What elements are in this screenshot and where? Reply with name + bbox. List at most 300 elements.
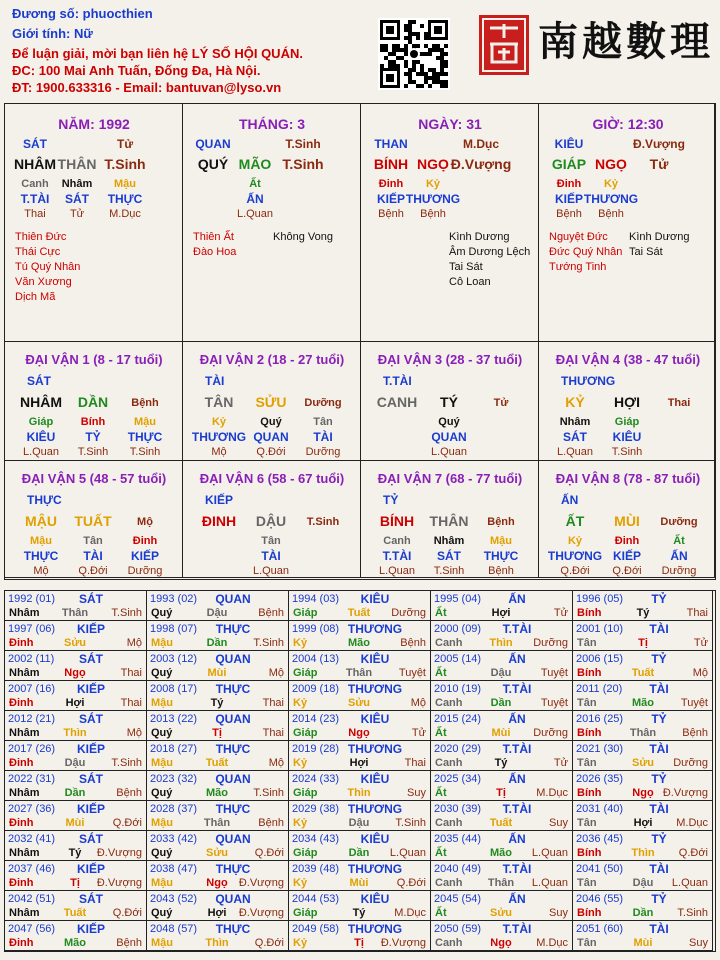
year-cell (147, 711, 289, 741)
year-god: ẤN (508, 892, 526, 906)
year-cell (289, 741, 431, 771)
year-phase: T.Sinh (111, 757, 142, 769)
year-branch: Tị (638, 637, 648, 649)
year-branch: Tuất (489, 817, 513, 829)
year-stem: Giáp (293, 787, 318, 799)
star-right: Cô Loan (449, 276, 491, 288)
year-phase: Thai (120, 667, 142, 679)
pillar-title: GIỜ: 12:30 (592, 116, 664, 132)
dai-van-hidden: Mộ (33, 565, 49, 577)
year-branch: Dần (206, 637, 228, 649)
year-branch: Sửu (631, 757, 655, 769)
year-branch: Dần (490, 697, 512, 709)
dai-van-title: ĐẠI VẬN 8 (78 - 87 tuổi) (555, 471, 701, 486)
dai-van-hidden: T.TÀI (382, 549, 412, 563)
year-label: 2024 (33) (292, 773, 340, 785)
dai-van-pillar: MẬU (25, 513, 57, 529)
year-phase: Bệnh (258, 817, 284, 829)
header-line: Giới tính: Nữ (12, 26, 93, 41)
star-right: Tai Sát (449, 261, 483, 273)
year-cell (289, 831, 431, 861)
year-stem: Bính (577, 727, 602, 739)
year-cell (289, 771, 431, 801)
star-left: Đào Hoa (193, 246, 237, 258)
year-cell (431, 861, 573, 891)
dai-van-hidden: T.Sinh (611, 446, 643, 458)
year-god: QUAN (215, 592, 251, 606)
year-stem: Canh (435, 937, 463, 949)
year-god: KIÊU (360, 712, 390, 726)
year-cell (573, 861, 713, 891)
dai-van-hidden: T.Sinh (433, 565, 465, 577)
dai-van-pillar: T.Sinh (306, 516, 340, 528)
year-stem: Tân (577, 937, 597, 949)
dai-van-hidden: Bính (80, 416, 106, 428)
dai-van-hidden: TỶ (85, 430, 101, 444)
year-phase: T.Sinh (111, 607, 142, 619)
year-branch: Thìn (489, 637, 513, 649)
year-label: 2023 (32) (150, 773, 198, 785)
year-label: 2044 (53) (292, 893, 340, 905)
year-phase: Đ.Vượng (662, 787, 708, 799)
pillar-value: NHÂM (14, 156, 56, 172)
year-branch: Dậu (348, 817, 370, 829)
year-god: THỰC (215, 622, 251, 636)
dai-van-cell (539, 342, 715, 461)
year-stem: Giáp (293, 667, 318, 679)
year-branch: Thân (203, 817, 231, 829)
year-stem: Kỷ (293, 937, 308, 949)
year-god: SÁT (79, 592, 103, 606)
year-label: 1999 (08) (292, 623, 340, 635)
year-cell (289, 891, 431, 921)
year-label: 2011 (20) (576, 683, 623, 695)
year-phase: Q.Đới (396, 877, 426, 889)
year-phase: Q.Đới (254, 937, 284, 949)
pillar-value: Đ.Vượng (633, 137, 685, 151)
year-stem: Nhâm (9, 667, 40, 679)
year-cell (147, 801, 289, 831)
year-phase: Tuyệt (540, 667, 568, 679)
year-phase: Dưỡng (533, 637, 568, 649)
dai-van-hidden: L.Quan (430, 446, 468, 458)
year-phase: Bệnh (116, 787, 142, 799)
year-stem: Canh (435, 637, 463, 649)
year-label: 2038 (47) (150, 863, 198, 875)
dai-van-hidden: SÁT (563, 430, 587, 444)
year-stem: Tân (577, 757, 597, 769)
year-phase: Mộ (410, 697, 426, 709)
year-label: 2040 (49) (434, 863, 482, 875)
year-stem: Đinh (9, 757, 34, 769)
star-left: Tướng Tinh (549, 261, 607, 273)
star-left: Tú Quý Nhân (15, 261, 81, 273)
dai-van-hidden: T.Sinh (129, 446, 161, 458)
dai-van-pillar: ĐINH (201, 513, 237, 529)
year-god: KIÊU (360, 892, 390, 906)
year-branch: Tý (210, 697, 224, 709)
year-branch: Ngọ (490, 937, 512, 949)
year-phase: Q.Đới (112, 817, 142, 829)
star-left: Nguyệt Đức (549, 231, 608, 243)
seal-logo-icon (478, 14, 530, 76)
year-label: 2045 (54) (434, 893, 482, 905)
pillar-value: M.Dục (109, 208, 141, 220)
dai-van-god: T.TÀI (383, 374, 412, 388)
dai-van-pillar: NHÂM (20, 394, 62, 410)
year-label: 2046 (55) (576, 893, 624, 905)
year-god: KIẾP (76, 622, 106, 636)
year-branch: Thìn (63, 727, 87, 739)
dai-van-hidden: SÁT (437, 549, 461, 563)
year-cell (289, 801, 431, 831)
year-branch: Dậu (64, 757, 86, 769)
year-branch: Tý (494, 757, 508, 769)
star-left: Văn Xương (15, 276, 72, 288)
dai-van-hidden: THƯƠNG (547, 549, 603, 563)
year-cell (5, 651, 147, 681)
year-branch: Tuất (631, 667, 655, 679)
year-cell (5, 711, 147, 741)
year-stem: Quý (151, 847, 173, 859)
dai-van-god: TÀI (205, 374, 225, 388)
dai-van-cell (539, 461, 715, 578)
year-cell (573, 651, 713, 681)
star-left: Thiên Đức (15, 231, 67, 243)
year-label: 2050 (59) (434, 923, 482, 935)
year-cell (5, 771, 147, 801)
year-stem: Kỷ (293, 697, 308, 709)
dai-van-hidden: QUAN (253, 430, 289, 444)
pillar-cell (361, 104, 539, 342)
dai-van-hidden: L.Quan (252, 565, 290, 577)
year-stem: Mậu (151, 937, 173, 949)
year-god: SÁT (79, 772, 103, 786)
year-stem: Bính (577, 667, 602, 679)
pillar-value: NGỌ (417, 156, 449, 172)
year-stem: Bính (577, 787, 602, 799)
pillar-value: Nhâm (61, 178, 93, 190)
year-branch: Sửu (489, 907, 513, 919)
dai-van-hidden: Tân (313, 416, 333, 428)
year-branch: Thân (629, 727, 657, 739)
dai-van-title: ĐẠI VẬN 4 (38 - 47 tuổi) (555, 352, 701, 367)
year-branch: Mão (64, 937, 86, 949)
dai-van-hidden: KIÊU (612, 430, 642, 444)
year-god: THƯƠNG (347, 622, 403, 636)
dai-van-hidden: Đinh (614, 535, 640, 547)
year-god: THƯƠNG (347, 742, 403, 756)
year-cell (147, 681, 289, 711)
year-god: KIẾP (76, 862, 106, 876)
dai-van-hidden: Dưỡng (305, 446, 341, 458)
pillar-title: NGÀY: 31 (418, 116, 482, 132)
dai-van-god: TỶ (383, 493, 399, 507)
dai-van-hidden: Nhâm (559, 416, 591, 428)
dai-van-pillar: TÂN (204, 394, 234, 410)
pillar-value: Bệnh (378, 208, 404, 220)
year-phase: Thai (120, 697, 142, 709)
dai-van-hidden: ẤN (670, 549, 688, 563)
year-god: KIẾP (76, 802, 106, 816)
pillar-cell (5, 104, 183, 342)
year-branch: Ngọ (206, 877, 228, 889)
year-cell (5, 801, 147, 831)
year-cell (147, 921, 289, 951)
dai-van-hidden: Q.Đới (256, 446, 286, 458)
year-label: 2039 (48) (292, 863, 340, 875)
year-god: QUAN (215, 652, 251, 666)
year-phase: Mộ (268, 667, 284, 679)
year-cell (431, 801, 573, 831)
year-label: 2008 (17) (150, 683, 198, 695)
pillar-value: QUÝ (197, 156, 229, 172)
year-cell (573, 591, 713, 621)
year-cell (431, 681, 573, 711)
pillar-value: THƯƠNG (405, 192, 461, 206)
dai-van-hidden: L.Quan (378, 565, 416, 577)
year-branch: Mão (348, 637, 370, 649)
year-branch: Mão (490, 847, 512, 859)
year-cell (147, 861, 289, 891)
year-god: THƯƠNG (347, 862, 403, 876)
year-cell (573, 621, 713, 651)
year-god: T.TÀI (502, 622, 532, 636)
year-stem: Canh (435, 877, 463, 889)
pillar-value: Ất (249, 178, 261, 190)
dai-van-pillar: DẬU (255, 513, 287, 529)
dai-van-title: ĐẠI VẬN 3 (28 - 37 tuổi) (377, 352, 523, 367)
pillar-value: Thai (24, 208, 46, 220)
year-god: TỶ (651, 652, 667, 666)
year-stem: Giáp (293, 607, 318, 619)
dai-van-title: ĐẠI VẬN 5 (48 - 57 tuổi) (21, 471, 167, 486)
year-phase: Dưỡng (391, 607, 426, 619)
year-label: 2041 (50) (576, 863, 624, 875)
year-label: 2015 (24) (434, 713, 482, 725)
year-phase: Suy (407, 787, 426, 799)
year-branch: Dậu (490, 667, 512, 679)
dai-van-pillar: TUẤT (74, 513, 112, 529)
year-cell (147, 651, 289, 681)
qr-code-icon[interactable] (378, 18, 450, 90)
dai-van-hidden: Q.Đới (560, 565, 590, 577)
year-label: 2010 (19) (434, 683, 482, 695)
year-cell (147, 771, 289, 801)
year-phase: Q.Đới (254, 847, 284, 859)
year-stem: Nhâm (9, 787, 40, 799)
year-stem: Bính (577, 847, 602, 859)
year-god: QUAN (215, 832, 251, 846)
year-branch: Ngọ (348, 727, 370, 739)
pillar-value: THAN (374, 137, 408, 151)
year-god: SÁT (79, 712, 103, 726)
year-stem: Canh (435, 697, 463, 709)
year-stem: Bính (577, 907, 602, 919)
year-god: QUAN (215, 712, 251, 726)
year-stem: Nhâm (9, 847, 40, 859)
year-branch: Tuất (63, 907, 87, 919)
pillar-cell (183, 104, 361, 342)
year-phase: Tuyệt (680, 697, 708, 709)
dai-van-cell (183, 342, 361, 461)
year-stem: Quý (151, 727, 173, 739)
year-cell (431, 771, 573, 801)
pillar-value: KIÊU (554, 137, 584, 151)
year-cell (5, 861, 147, 891)
dai-van-pillar: Mộ (137, 516, 153, 528)
year-cell (289, 591, 431, 621)
pillars-grid (4, 103, 716, 580)
year-phase: L.Quan (671, 877, 708, 889)
dai-van-god: THỰC (27, 493, 62, 507)
year-cell (431, 591, 573, 621)
pillar-title: NĂM: 1992 (58, 116, 130, 132)
dai-van-hidden: QUAN (431, 430, 467, 444)
year-stem: Ất (435, 907, 447, 919)
year-god: THƯƠNG (347, 682, 403, 696)
dai-van-hidden: Dưỡng (127, 565, 163, 577)
year-branch: Hợi (349, 757, 369, 769)
dai-van-hidden: Canh (383, 535, 411, 547)
dai-van-pillar: CANH (376, 394, 418, 410)
year-cell (147, 831, 289, 861)
year-god: T.TÀI (502, 802, 532, 816)
year-god: ẤN (508, 712, 526, 726)
dai-van-hidden: TÀI (83, 549, 103, 563)
dai-van-cell (183, 461, 361, 578)
year-stem: Ất (435, 787, 447, 799)
year-label: 2018 (27) (150, 743, 198, 755)
year-cell (289, 621, 431, 651)
year-phase: Q.Đới (112, 907, 142, 919)
year-label: 2043 (52) (150, 893, 198, 905)
year-phase: L.Quan (531, 877, 568, 889)
year-label: 2006 (15) (576, 653, 624, 665)
year-god: QUAN (215, 772, 251, 786)
year-branch: Tị (354, 937, 364, 949)
year-cell (573, 831, 713, 861)
pillar-value: QUAN (195, 137, 231, 151)
year-god: T.TÀI (502, 742, 532, 756)
year-stem: Đinh (9, 877, 34, 889)
year-god: ẤN (508, 832, 526, 846)
star-right: Kình Dương (449, 231, 510, 243)
year-branch: Thìn (205, 937, 229, 949)
year-cell (5, 921, 147, 951)
year-branch: Thìn (347, 787, 371, 799)
year-phase: T.Sinh (395, 817, 426, 829)
pillar-value: KIẾP (554, 192, 584, 206)
year-branch: Hợi (207, 907, 227, 919)
year-label: 2021 (30) (576, 743, 624, 755)
year-label: 2034 (43) (292, 833, 340, 845)
year-branch: Tý (636, 607, 650, 619)
year-branch: Hợi (65, 697, 85, 709)
year-branch: Mùi (633, 937, 653, 949)
year-stem: Mậu (151, 817, 173, 829)
year-label: 2031 (40) (576, 803, 624, 815)
year-label: 2009 (18) (292, 683, 340, 695)
year-phase: L.Quan (389, 847, 426, 859)
year-god: THỰC (215, 922, 251, 936)
year-god: TÀI (649, 802, 669, 816)
year-god: ẤN (508, 772, 526, 786)
year-label: 1997 (06) (8, 623, 56, 635)
year-branch: Dần (632, 907, 654, 919)
year-branch: Ngọ (64, 667, 86, 679)
year-phase: Thai (262, 697, 284, 709)
year-god: QUAN (215, 892, 251, 906)
year-phase: L.Quan (531, 847, 568, 859)
year-phase: Đ.Vượng (238, 877, 284, 889)
dai-van-pillar: THÂN (429, 513, 469, 529)
year-cell (5, 681, 147, 711)
dai-van-hidden: Mậu (134, 416, 156, 428)
dai-van-title: ĐẠI VẬN 6 (58 - 67 tuổi) (199, 471, 345, 486)
year-phase: Tử (553, 607, 568, 619)
year-god: KIÊU (360, 652, 390, 666)
dai-van-hidden: Mộ (211, 446, 227, 458)
star-left: Thái Cực (15, 246, 61, 258)
dai-van-hidden: Kỷ (567, 535, 583, 547)
pillar-value: SÁT (23, 137, 47, 151)
year-label: 2027 (36) (8, 803, 56, 815)
dai-van-pillar: MÙI (614, 513, 640, 529)
dai-van-title: ĐẠI VẬN 7 (68 - 77 tuổi) (377, 471, 523, 486)
year-cell (5, 741, 147, 771)
pillar-value: MÃO (238, 156, 272, 172)
year-god: T.TÀI (502, 682, 532, 696)
dai-van-hidden: Nhâm (433, 535, 465, 547)
year-label: 2000 (09) (434, 623, 482, 635)
year-label: 2012 (21) (8, 713, 56, 725)
year-phase: T.Sinh (253, 787, 284, 799)
year-phase: Bệnh (258, 607, 284, 619)
year-god: SÁT (79, 832, 103, 846)
dai-van-hidden: KIÊU (26, 430, 56, 444)
year-god: TỶ (651, 772, 667, 786)
brand-logo-text: 南越數理 (538, 18, 714, 65)
pillar-value: ẤN (246, 192, 264, 206)
year-god: THƯƠNG (347, 922, 403, 936)
dai-van-pillar: TÝ (440, 394, 458, 410)
year-god: THỰC (215, 862, 251, 876)
year-label: 2026 (35) (576, 773, 624, 785)
year-god: THỰC (215, 682, 251, 696)
pillar-value: T.Sinh (285, 137, 321, 151)
dai-van-hidden: Q.Đới (78, 565, 108, 577)
year-branch: Hợi (633, 817, 653, 829)
year-cell (431, 651, 573, 681)
dai-van-hidden: Ất (673, 535, 685, 547)
year-stem: Kỷ (293, 817, 308, 829)
star-left: Dịch Mã (15, 291, 56, 303)
header-line: ĐT: 1900.633316 - Email: bantuvan@lyso.vn (12, 80, 282, 95)
year-stem: Tân (577, 877, 597, 889)
year-cell (289, 861, 431, 891)
year-label: 2017 (26) (8, 743, 56, 755)
year-stem: Tân (577, 697, 597, 709)
year-phase: Tử (553, 757, 568, 769)
year-branch: Thân (487, 877, 515, 889)
year-cell (431, 921, 573, 951)
year-branch: Thân (61, 607, 89, 619)
pillar-value: NGỌ (595, 156, 627, 172)
year-cell (431, 621, 573, 651)
pillar-value: T.Sinh (282, 156, 324, 172)
pillar-value: Tử (116, 137, 134, 151)
